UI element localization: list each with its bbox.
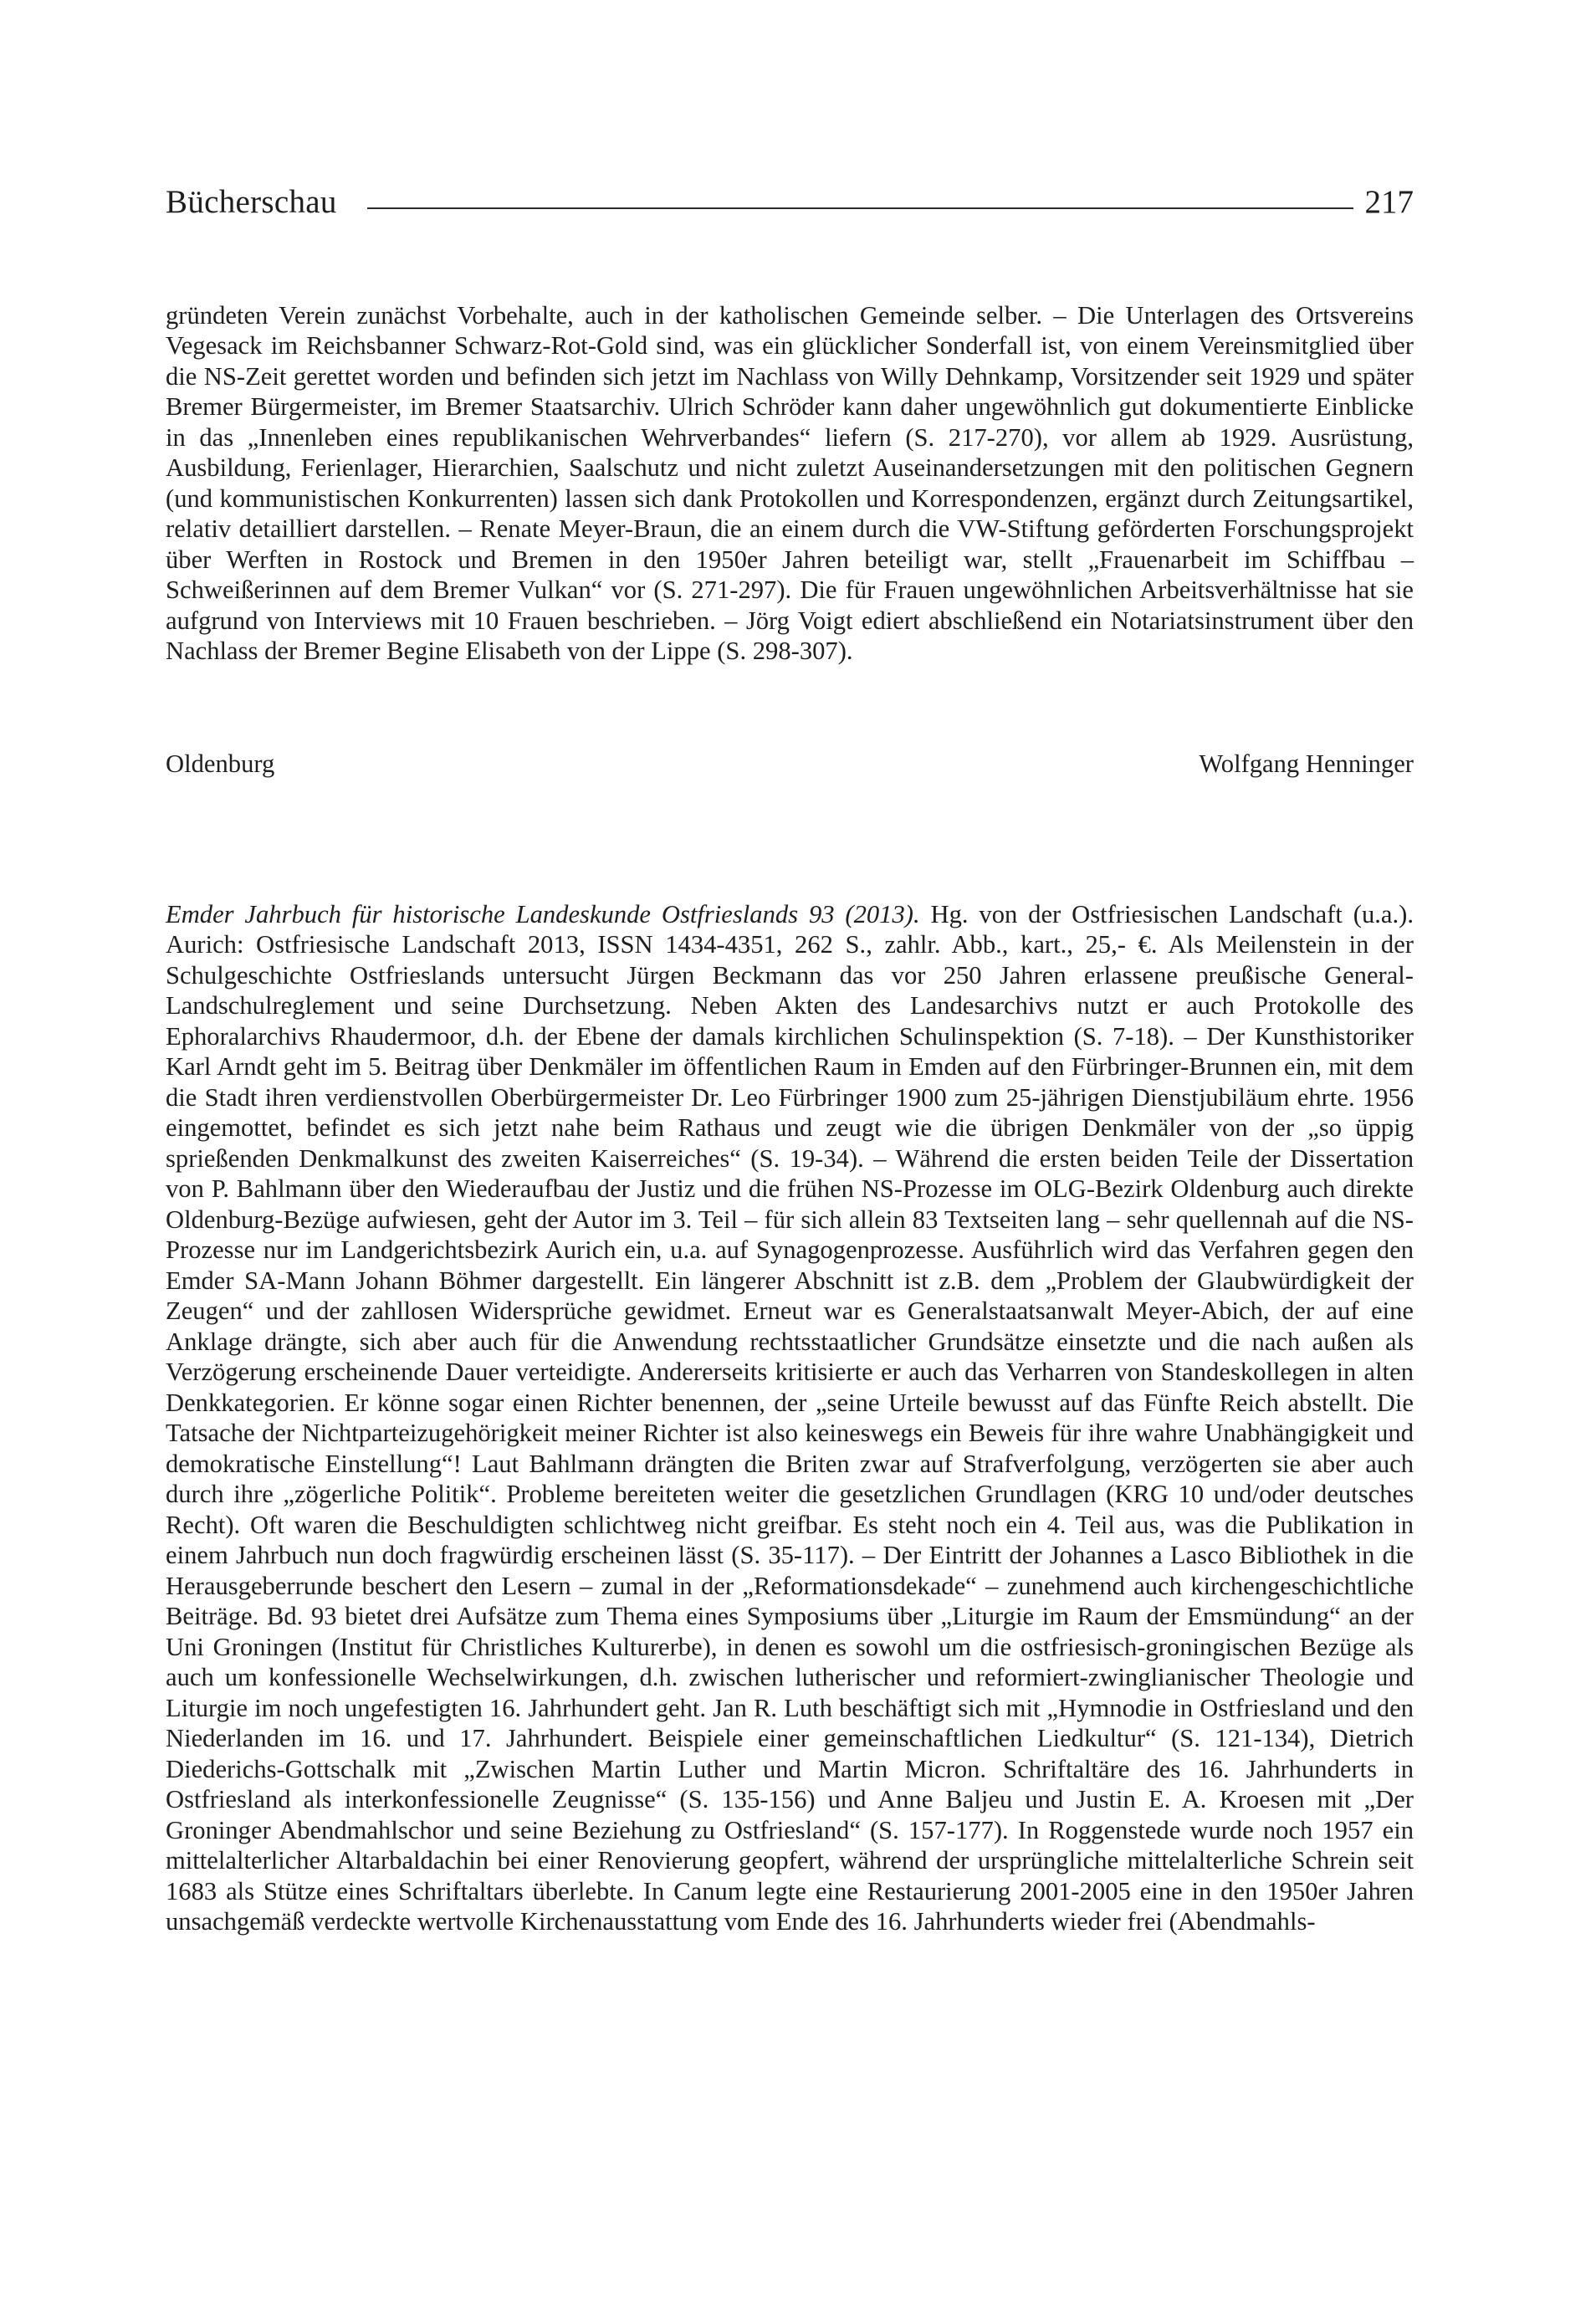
running-header bbox=[166, 171, 1414, 221]
section-title: Bücherschau bbox=[166, 184, 337, 220]
reviewer-name: Wolfgang Henninger bbox=[1199, 749, 1414, 778]
review-2 bbox=[166, 899, 1414, 1937]
review-1-body: gründeten Verein zunächst Vorbehalte, auch in der katholischen Gemeinde selber. – Die Unterlagen des Ortsvereins Vegesack im Reichsbanner Schwarz-Rot-Gold sind, was ein glücklicher Sonderfall ist, von einem Vereinsmitglied über die NS-Zeit gerettet worden und befinden sich jetzt im Nachlass von Willy Dehnkamp, Vorsitzender seit 1929 und später Bremer Bürgermeister, im Bremer Staatsarchiv. Ulrich Schröder kann daher ungewöhnlich gut dokumentierte Einblicke in das „Innenleben eines republikanischen Wehrverbandes“ liefern (S. 217-270), vor allem ab 1929. Ausrüstung, Ausbildung, Ferienlager, Hierarchien, Saalschutz und nicht zuletzt Auseinandersetzungen mit den politischen Gegnern (und kommunistischen Konkurrenten) lassen sich dank Protokollen und Korrespondenzen, ergänzt durch Zeitungsartikel, relativ detailliert darstellen. – Renate Meyer-Braun, die an einem durch die VW-Stiftung geförderten Forschungsprojekt über Werften in Rostock und Bremen in den 1950er Jahren beteiligt war, stellt „Frauenarbeit im Schiffbau – Schweißerinnen auf dem Bremer Vulkan“ vor (S. 271-297). Die für Frauen ungewöhnlichen Arbeitsverhältnisse hat sie aufgrund von Interviews mit 10 Frauen beschrieben. – Jörg Voigt ediert abschließend ein Notariatsinstrument über den Nachlass der Bremer Begine Elisabeth von der Lippe (S. 298-307). bbox=[166, 300, 1414, 666]
header-rule bbox=[367, 207, 1353, 209]
review-1-signature bbox=[166, 749, 1414, 780]
reviewer-place: Oldenburg bbox=[166, 749, 275, 778]
book-title: Emder Jahrbuch für historische Landeskunde Ostfrieslands 93 (2013). bbox=[166, 899, 920, 928]
page-number: 217 bbox=[1364, 184, 1414, 220]
review-2-body: Hg. von der Ostfriesischen Landschaft (u.a.). Aurich: Ostfriesische Landschaft 2013, ISSN 1434-4351, 262 S., zahlr. Abb., kart., 25,- €. Als Meilenstein in der Schulgeschichte Ostfrieslands untersucht Jürgen Beckmann das vor 250 Jahren erlassene preußische General-Landschulreglement und seine Durchsetzung. Neben Akten des Landesarchivs nutzt er auch Protokolle des Ephoralarchivs Rhaudermoor, d.h. der Ebene der damals kirchlichen Schulinspektion (S. 7-18). – Der Kunsthistoriker Karl Arndt geht im 5. Beitrag über Denkmäler im öffentlichen Raum in Emden auf den Fürbringer-Brunnen ein, mit dem die Stadt ihren verdienstvollen Oberbürgermeister Dr. Leo Fürbringer 1900 zum 25-jährigen Dienstjubiläum ehrte. 1956 eingemottet, befindet es sich jetzt nahe beim Rathaus und zeugt wie die übrigen Denkmäler von der „so üppig sprießenden Denkmalkunst des zweiten Kaiserreiches“ (S. 19-34). – Während die ersten beiden Teile der Dissertation von P. Bahlmann über den Wiederaufbau der Justiz und die frühen NS-Prozesse im OLG-Bezirk Oldenburg auch direkte Oldenburg-Bezüge aufwiesen, geht der Autor im 3. Teil – für sich allein 83 Textseiten lang – sehr quellennah auf die NS-Prozesse nur im Landgerichtsbezirk Aurich ein, u.a. auf Synagogenprozesse. Ausführlich wird das Verfahren gegen den Emder SA-Mann Johann Böhmer dargestellt. Ein längerer Abschnitt ist z.B. dem „Problem der Glaubwürdigkeit der Zeugen“ und der zahllosen Widersprüche gewidmet. Erneut war es Generalstaatsanwalt Meyer-Abich, der auf eine Anklage drängte, sich aber auch für die Anwendung rechtsstaatlicher Grundsätze einsetzte und die nach außen als Verzögerung erscheinende Dauer verteidigte. Andererseits kritisierte er auch das Verharren von Standeskollegen in alten Denkkategorien. Er könne sogar einen Richter benennen, der „seine Urteile bewusst auf das Fünfte Reich abstellt. Die Tatsache der Nichtparteizugehörigkeit meiner Richter ist also keineswegs ein Beweis für ihre wahre Unabhängigkeit und demokratische Einstellung“! Laut Bahlmann drängten die Briten zwar auf Strafverfolgung, verzögerten sie aber auch durch ihre „zögerliche Politik“. Probleme bereiteten weiter die gesetzlichen Grundlagen (KRG 10 und/oder deutsches Recht). Oft waren die Beschuldigten schlichtweg nicht greifbar. Es steht noch ein 4. Teil aus, was die Publikation in einem Jahrbuch nun doch fragwürdig erscheinen lässt (S. 35-117). – Der Eintritt der Johannes a Lasco Bibliothek in die Herausgeberrunde beschert den Lesern – zumal in der „Reformationsdekade“ – zunehmend auch kirchengeschichtliche Beiträge. Bd. 93 bietet drei Aufsätze zum Thema eines Symposiums über „Liturgie im Raum der Emsmündung“ an der Uni Groningen (Institut für Christliches Kulturerbe), in denen es sowohl um die ostfriesisch-groningischen Bezüge als auch um konfessionelle Wechselwirkungen, d.h. zwischen lutherischer und reformiert-zwinglianischer Theologie und Liturgie im noch ungefestigten 16. Jahrhundert geht. Jan R. Luth beschäftigt sich mit „Hymnodie in Ostfriesland und den Niederlanden im 16. und 17. Jahrhundert. Beispiele einer gemeinschaftlichen Liedkultur“ (S. 121-134), Dietrich Diederichs-Gottschalk mit „Zwischen Martin Luther und Martin Micron. Schriftaltäre des 16. Jahrhunderts in Ostfriesland als interkonfessionelle Zeugnisse“ (S. 135-156) und Anne Baljeu und Justin E. A. Kroesen mit „Der Groninger Abendmahlschor und seine Beziehung zu Ostfriesland“ (S. 157-177). In Roggenstede wurde noch 1957 ein mittelalterlicher Altarbaldachin bei einer Renovierung geopfert, während der ursprüngliche mittelalterliche Schrein seit 1683 als Stütze eines Schriftaltars überlebte. In Canum legte eine Restaurierung 2001-2005 eine in den 1950er Jahren unsachgemäß verdeckte wertvolle Kirchenausstattung vom Ende des 16. Jahrhunderts wieder frei (Abendmahls- bbox=[166, 899, 1414, 1936]
